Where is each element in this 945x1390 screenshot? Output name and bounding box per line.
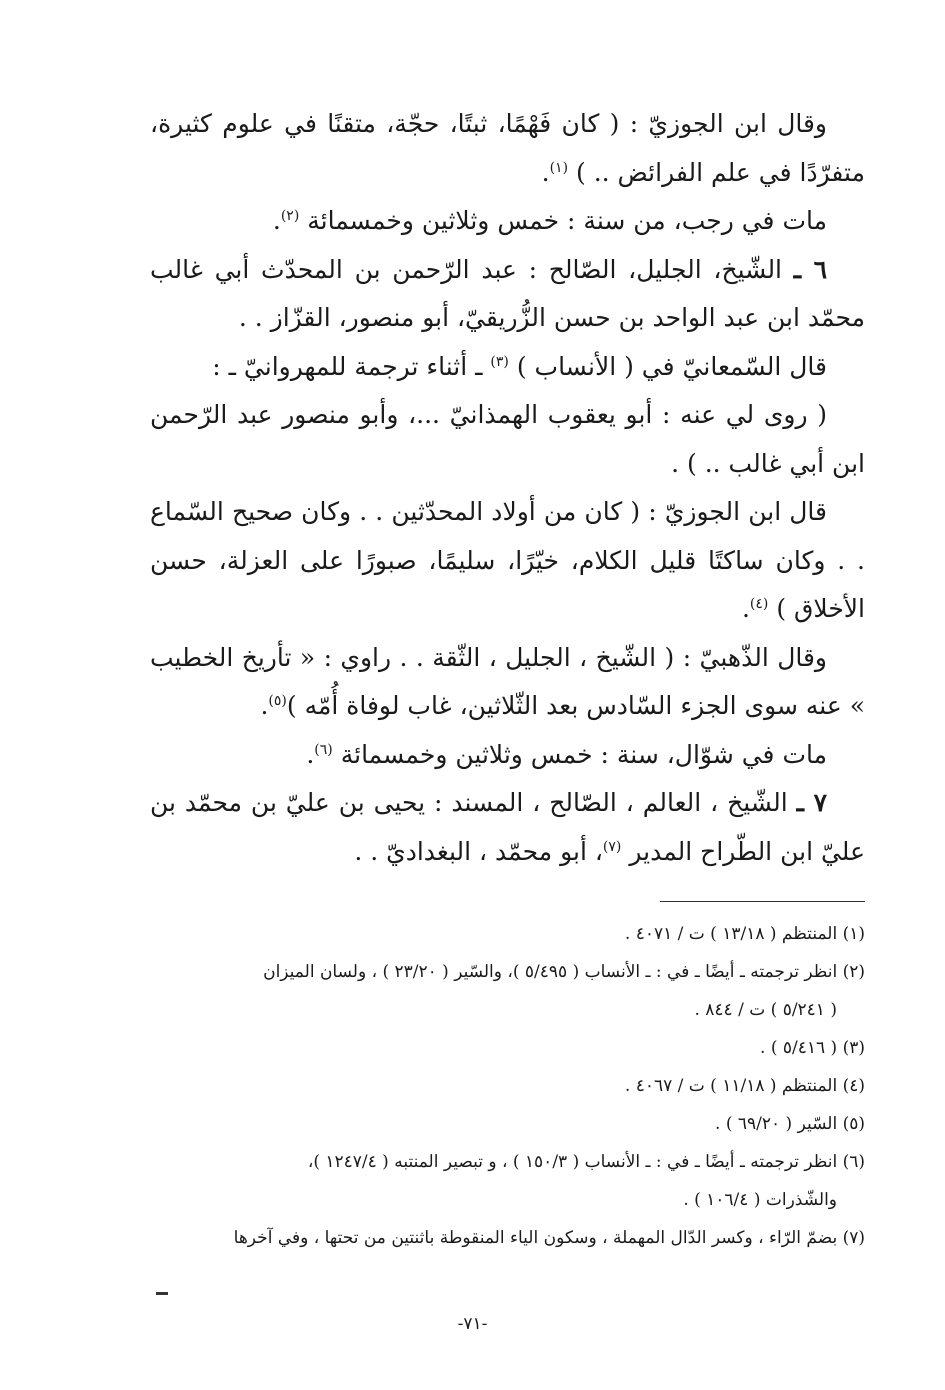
- paragraph-death-2: مات في شوّال، سنة : خمس وثلاثين وخمسمائة $^{(٦)}$.: [306, 739, 827, 769]
- footnote-1: (١) المنتظم ( ١٣/١٨ ) ت / ٤٠٧١ .: [624, 924, 865, 944]
- continuation-dash: [156, 1292, 168, 1295]
- footnote-4: (٤) المنتظم ( ١١/١٨ ) ت / ٤٠٦٧ .: [624, 1076, 865, 1096]
- footnote-2-continued: ( ٥/٢٤١ ) ت / ٨٤٤ .: [694, 1000, 837, 1020]
- paragraph-dhahabi: وقال الذّهبيّ : ( الشّيخ ، الجليل ، الثّقة . . راوي : « تأريخ الخطيب » عنه سوى الجزء السّادس بعد الثّلاثين، غاب لوفاة أُمّه )$^{(٥)}$.: [150, 642, 865, 720]
- paragraph-ibn-jawzi-1: وقال ابن الجوزيّ : ( كان فَهْمًا، ثبتًا، حجّة، متقنًا في علوم كثيرة، متفرّدًا في علم الفرائض .. ) $^{(١)}$.: [150, 109, 865, 187]
- footnote-ref-1: (١): [549, 159, 569, 176]
- footnote-ref-7: (٧): [602, 838, 622, 855]
- footnote-2: (٢) انظر ترجمته ـ أيضًا ـ في : ـ الأنساب ( ٥/٤٩٥ )، والسّير ( ٢٣/٢٠ ) ، ولسان الميزان: [263, 962, 865, 982]
- footnotes: [150, 915, 865, 1257]
- paragraph-ibn-jawzi-2: قال ابن الجوزيّ : ( كان من أولاد المحدّثين . . وكان صحيح السّماع . . وكان ساكتًا قليل الكلام، خيّرًا، سليمًا، صبورًا على العزلة، حسن الأخلاق ) $^{(٤)}$.: [150, 497, 865, 623]
- entry-number-6: ٦ ـ: [793, 254, 827, 284]
- footnote-3: (٣) ( ٥/٤١٦ ) .: [760, 1038, 865, 1058]
- footnote-ref-6: (٦): [314, 741, 333, 758]
- footnote-5: (٥) السّير ( ٦٩/٢٠ ) .: [715, 1114, 865, 1134]
- entry-6: ٦ ـ الشّيخ، الجليل، الصّالح : عبد الرّحمن بن المحدّث أبي غالب محمّد ابن عبد الواحد بن حسن الزُّريقيّ، أبو منصور، القزّاز . .: [150, 254, 865, 332]
- entry-7: ٧ ـ الشّيخ ، العالم ، الصّالح ، المسند : يحيى بن عليّ بن محمّد بن عليّ ابن الطّراح المدير $^{(٧)}$، أبو محمّد ، البغداديّ . .: [150, 788, 865, 866]
- footnote-ref-2: (٢): [280, 208, 300, 224]
- footnote-ref-4: (٤): [749, 596, 769, 612]
- paragraph-death-1: مات في رجب، من سنة : خمس وثلاثين وخمسمائة $^{(٢)}$.: [272, 206, 827, 235]
- main-text: [150, 100, 865, 876]
- footnote-7: (٧) بضمّ الرّاء ، وكسر الدّال المهملة ، وسكون الياء المنقوطة باثنتين من تحتها ، وفي آخرها: [233, 1228, 865, 1248]
- footnote-ref-3: (٣): [490, 353, 509, 370]
- footnote-6: (٦) انظر ترجمته ـ أيضًا ـ في : ـ الأنساب ( ١٥٠/٣ ) ، و تبصير المنتبه ( ١٢٤٧/٤ )،: [307, 1152, 865, 1172]
- footnote-ref-5: (٥): [268, 693, 287, 709]
- footnote-separator: [660, 901, 865, 902]
- entry-number-7: ٧ ـ: [796, 788, 828, 817]
- paragraph-samani: قال السّمعانيّ في ( الأنساب ) $^{(٣)}$ ـ أثناء ترجمة للمهروانيّ ـ :: [212, 351, 827, 381]
- footnote-6-continued: والشّذرات ( ١٠٦/٤ ) .: [683, 1190, 837, 1210]
- page-number: -٧١-: [457, 1314, 488, 1334]
- quote-samani: ( روى لي عنه : أبو يعقوب الهمذانيّ ...، وأبو منصور عبد الرّحمن ابن أبي غالب .. ) .: [150, 400, 865, 478]
